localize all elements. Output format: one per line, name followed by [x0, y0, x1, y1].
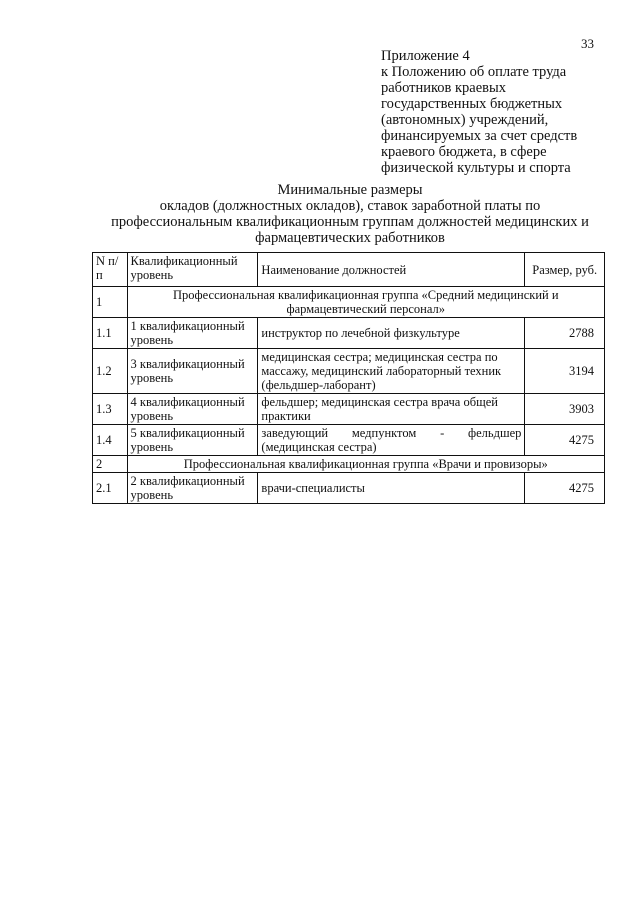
row-position-line: заведующий медпунктом - фельдшер	[261, 426, 522, 440]
row-level: 1 квалификационный уровень	[127, 318, 258, 349]
row-position: врачи-специалисты	[258, 473, 525, 504]
title-line: окладов (должностных окладов), ставок заработной платы по	[159, 198, 541, 214]
row-pay: 3903	[525, 394, 605, 425]
header-position: Наименование должностей	[258, 253, 525, 287]
document-title	[60, 182, 640, 246]
group-num: 2	[93, 456, 128, 473]
row-level: 4 квалификационный уровень	[127, 394, 258, 425]
appendix-line: краевого бюджета, в сфере	[381, 144, 547, 160]
row-num: 1.1	[93, 318, 128, 349]
group-title: Профессиональная квалификационная группа «Средний медицинский и фармацевтический персонал»	[127, 287, 604, 318]
title-line: профессиональным квалификационным группам должностей медицинских и	[111, 214, 589, 230]
appendix-line: Приложение 4	[381, 48, 470, 64]
row-pay: 4275	[525, 473, 605, 504]
header-pay: Размер, руб.	[525, 253, 605, 287]
appendix-line: государственных бюджетных	[381, 96, 563, 112]
row-position: фельдшер; медицинская сестра врача общей практики	[258, 394, 525, 425]
appendix-header	[381, 48, 621, 176]
row-num: 1.3	[93, 394, 128, 425]
appendix-line: работников краевых	[381, 80, 507, 96]
row-pay: 3194	[525, 349, 605, 394]
row-position	[258, 425, 525, 456]
group-row	[93, 287, 605, 318]
row-num: 1.4	[93, 425, 128, 456]
appendix-line: к Положению об оплате труда	[381, 64, 567, 80]
table-row	[93, 425, 605, 456]
row-position-line: (медицинская сестра)	[261, 440, 377, 454]
group-row	[93, 456, 605, 473]
header-level: Квалификационный уровень	[127, 253, 258, 287]
row-level: 3 квалификационный уровень	[127, 349, 258, 394]
group-num: 1	[93, 287, 128, 318]
row-num: 1.2	[93, 349, 128, 394]
table-row	[93, 349, 605, 394]
row-pay: 2788	[525, 318, 605, 349]
row-pay: 4275	[525, 425, 605, 456]
header-num: N п/п	[93, 253, 128, 287]
appendix-line: (автономных) учреждений,	[381, 112, 549, 128]
table-header-row	[93, 253, 605, 287]
title-line: фармацевтических работников	[255, 230, 445, 246]
group-title: Профессиональная квалификационная группа «Врачи и провизоры»	[127, 456, 604, 473]
row-position: инструктор по лечебной физкультуре	[258, 318, 525, 349]
table-row	[93, 394, 605, 425]
row-level: 5 квалификационный уровень	[127, 425, 258, 456]
table-row	[93, 318, 605, 349]
table-row	[93, 473, 605, 504]
row-num: 2.1	[93, 473, 128, 504]
row-level: 2 квалификационный уровень	[127, 473, 258, 504]
title-line: Минимальные размеры	[277, 182, 423, 198]
row-position: медицинская сестра; медицинская сестра по массажу, медицинский лабораторный техник (фельдшер-лаборант)	[258, 349, 525, 394]
appendix-line: физической культуры и спорта	[381, 160, 571, 176]
salary-table	[92, 252, 605, 504]
appendix-line: финансируемых за счет средств	[381, 128, 578, 144]
page-number: 33	[581, 36, 594, 51]
